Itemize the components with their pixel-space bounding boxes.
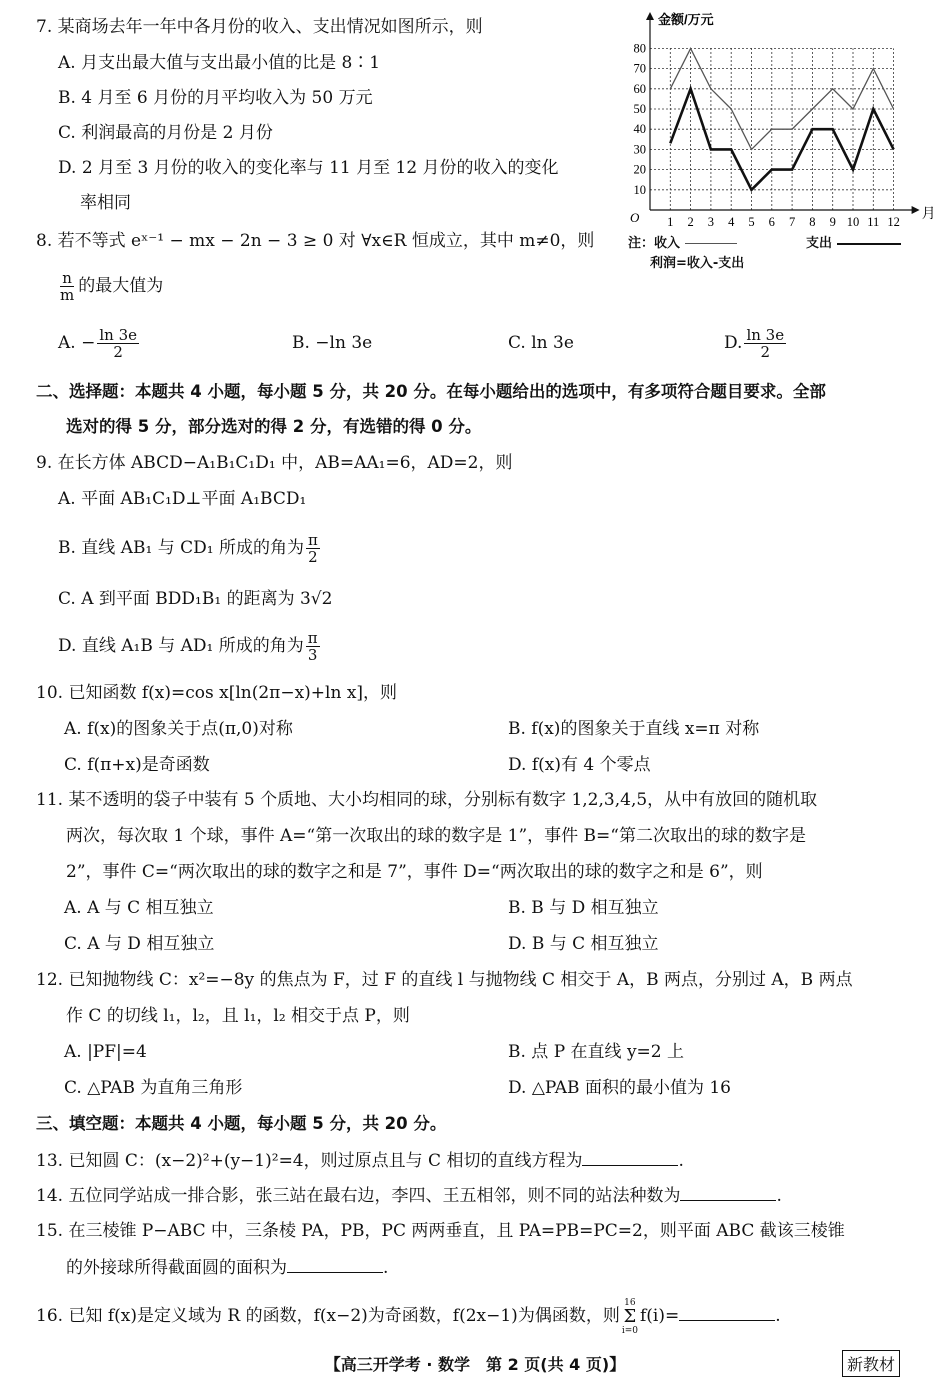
- q10-option-c: C. f(π+x)是奇函数: [64, 755, 210, 775]
- q11-stem-1: 11. 某不透明的袋子中装有 5 个质地、大小均相同的球，分别标有数字 1,2,3,4,5，从中有放回的随机取: [36, 790, 818, 810]
- q8-fraction: [58, 270, 76, 303]
- q11-stem-2: 两次，每次取 1 个球，事件 A=“第一次取出的球的数字是 1”，事件 B=“第二次取出的球的数字是: [66, 826, 806, 846]
- q11-stem-3: 2”，事件 C=“两次取出的球的数字之和是 7”，事件 D=“两次取出的球的数字之和是 6”，则: [66, 862, 763, 882]
- legend-expense-label: 支出: [806, 236, 833, 251]
- q8-frac-num: n: [62, 269, 72, 287]
- q8-a-den: 2: [113, 343, 123, 361]
- q8-d-den: 2: [760, 343, 771, 361]
- income-line: [670, 48, 893, 149]
- q10-option-b: B. f(x)的图象关于直线 x=π 对称: [508, 719, 760, 739]
- x-tick-label: 3: [707, 215, 715, 229]
- q13-text: 13. 已知圆 C：(x−2)²+(y−1)²=4，则过原点且与 C 相切的直线方程为: [36, 1151, 583, 1171]
- q16-sum-top: 16: [624, 1297, 636, 1308]
- q13: 13. 已知圆 C：(x−2)²+(y−1)²=4，则过原点且与 C 相切的直线方程为 .: [36, 1151, 684, 1171]
- q11-option-d: D. B 与 C 相互独立: [508, 934, 659, 954]
- x-tick-label: 7: [788, 215, 796, 229]
- q8-d-prefix: D.: [724, 333, 743, 353]
- y-tick-label: 80: [633, 41, 646, 56]
- y-tick-label: 30: [633, 142, 646, 157]
- q12-stem-1: 12. 已知抛物线 C：x²=−8y 的焦点为 F，过 F 的直线 l 与抛物线 C 相交于 A，B 两点，分别过 A，B 两点: [36, 970, 853, 990]
- page-footer: 【高三开学考 · 数学 第 2 页(共 4 页)】: [324, 1355, 626, 1374]
- q16-summation: [622, 1298, 638, 1336]
- q8-option-b: B. −ln 3e: [292, 333, 373, 353]
- q14-text: 14. 五位同学站成一排合影，张三站在最右边，李四、王五相邻，则不同的站法种数为: [36, 1186, 681, 1206]
- q11-option-a: A. A 与 C 相互独立: [64, 898, 214, 918]
- q7-option-b: B. 4 月至 6 月份的月平均收入为 50 万元: [58, 88, 373, 108]
- q8-tail: 的最大值为: [78, 276, 164, 296]
- origin-label: O: [630, 210, 640, 225]
- q12-option-b: B. 点 P 在直线 y=2 上: [508, 1042, 685, 1062]
- x-tick-label: 10: [846, 215, 860, 229]
- y-tick-label: 20: [633, 162, 646, 177]
- q9-d-den: 3: [307, 646, 318, 664]
- expense-line: [670, 89, 893, 190]
- q14: 14. 五位同学站成一排合影，张三站在最右边，李四、王五相邻，则不同的站法种数为 .: [36, 1186, 782, 1206]
- q9-b-fraction: [306, 532, 320, 565]
- q15-answer-blank[interactable]: [287, 1256, 383, 1273]
- y-tick-label: 70: [633, 61, 646, 76]
- q8-stem: 8. 若不等式 eˣ⁻¹ − mx − 2n − 3 ≥ 0 对 ∀x∈R 恒成立，其中 m≠0，则: [36, 231, 595, 251]
- q8-option-a: [58, 324, 141, 362]
- x-tick-label: 1: [667, 215, 674, 229]
- x-tick-label: 12: [887, 215, 900, 229]
- q12-option-d: D. △PAB 面积的最小值为 16: [508, 1078, 731, 1098]
- q15-stem-1: 15. 在三棱锥 P−ABC 中，三条棱 PA，PB，PC 两两垂直，且 PA=PB=PC=2，则平面 ABC 截该三棱锥: [36, 1221, 845, 1241]
- q16-text: 16. 已知 f(x)是定义域为 R 的函数，f(x−2)为奇函数，f(2x−1)为偶函数，则: [36, 1306, 620, 1326]
- q7-option-c: C. 利润最高的月份是 2 月份: [58, 123, 273, 143]
- section-3-heading: 三、填空题：本题共 4 小题，每小题 5 分，共 20 分。: [36, 1114, 447, 1133]
- y-tick-label: 40: [633, 122, 646, 137]
- q9-b-text: B. 直线 AB₁ 与 CD₁ 所成的角为: [58, 538, 304, 558]
- q11-option-c: C. A 与 D 相互独立: [64, 934, 215, 954]
- q7-option-a: A. 月支出最大值与支出最小值的比是 8∶1: [58, 53, 381, 73]
- x-tick-label: 5: [748, 215, 755, 229]
- q8-option-d: [724, 324, 788, 362]
- q13-answer-blank[interactable]: [582, 1149, 678, 1166]
- q12-option-a: A. |PF|=4: [64, 1042, 147, 1062]
- q10-option-a: A. f(x)的图象关于点(π,0)对称: [64, 719, 293, 739]
- q9-d-fraction: [306, 630, 320, 663]
- q7-stem: 7. 某商场去年一年中各月份的收入、支出情况如图所示，则: [36, 17, 483, 37]
- q10-stem: 10. 已知函数 f(x)=cos x[ln(2π−x)+ln x]，则: [36, 683, 398, 703]
- y-tick-label: 50: [633, 102, 646, 116]
- q9-d-text: D. 直线 A₁B 与 AD₁ 所成的角为: [58, 636, 304, 656]
- x-axis-label: 月: [921, 207, 936, 222]
- x-tick-label: 4: [728, 215, 735, 229]
- q9-option-c: C. A 到平面 BDD₁B₁ 的距离为 3√2: [58, 589, 333, 609]
- q8-a-prefix: A. −: [58, 333, 96, 353]
- q16: 16. 已知 f(x)是定义域为 R 的函数，f(x−2)为奇函数，f(2x−1)为偶函数，则 16 Σ i=0 f(i)= .: [36, 1297, 781, 1336]
- q9-option-d: [58, 628, 322, 664]
- q9-stem: 9. 在长方体 ABCD−A₁B₁C₁D₁ 中，AB=AA₁=6，AD=2，则: [36, 453, 513, 473]
- q11-option-b: B. B 与 D 相互独立: [508, 898, 659, 918]
- q8-a-num: ln 3e: [99, 326, 137, 344]
- sigma-symbol: Σ: [623, 1305, 637, 1327]
- legend-expense: [806, 232, 901, 251]
- q14-answer-blank[interactable]: [680, 1184, 776, 1201]
- edition-tag: 新教材: [842, 1350, 900, 1377]
- section-2-heading: 二、选择题：本题共 4 小题，每小题 5 分，共 20 分。在每小题给出的选项中，有多项符合题目要求。全部: [36, 382, 826, 401]
- q12-option-c: C. △PAB 为直角三角形: [64, 1078, 243, 1098]
- x-tick-label: 2: [687, 215, 694, 229]
- q8-d-fraction: [744, 327, 786, 360]
- section-2-heading-cont: 选对的得 5 分，部分选对的得 2 分，有选错的得 0 分。: [66, 417, 482, 436]
- q10-option-d: D. f(x)有 4 个零点: [508, 755, 651, 775]
- q7-option-d: D. 2 月至 3 月份的收入的变化率与 11 月至 12 月份的收入的变化: [58, 158, 559, 178]
- q12-stem-2: 作 C 的切线 l₁，l₂，且 l₁，l₂ 相交于点 P，则: [66, 1006, 410, 1026]
- y-axis-arrow: [646, 12, 654, 20]
- y-tick-label: 60: [633, 81, 646, 96]
- q8-a-fraction: [97, 327, 139, 360]
- q16-tail: f(i)=: [639, 1306, 680, 1326]
- legend-income: [628, 232, 737, 251]
- q16-answer-blank[interactable]: [679, 1304, 775, 1321]
- legend-profit: 利润=收入-支出: [650, 256, 745, 271]
- q8-frac-den: m: [60, 286, 75, 304]
- x-tick-label: 11: [867, 215, 880, 229]
- q9-d-num: π: [307, 629, 318, 647]
- q8-option-c: C. ln 3e: [508, 333, 574, 353]
- q9-b-den: 2: [308, 548, 318, 566]
- legend-income-line: [685, 243, 737, 244]
- x-tick-label: 9: [829, 215, 836, 229]
- legend-income-label: 注：收入: [628, 236, 681, 251]
- q7-option-d-cont: 率相同: [80, 193, 131, 213]
- q9-option-a: A. 平面 AB₁C₁D⊥平面 A₁BCD₁: [58, 489, 307, 509]
- y-axis-label: 金额/万元: [658, 12, 714, 27]
- legend-expense-line: [837, 243, 901, 245]
- q15-text: 的外接球所得截面圆的面积为: [66, 1258, 287, 1278]
- x-tick-label: 6: [768, 215, 775, 229]
- income-expense-chart: [608, 8, 936, 230]
- x-tick-label: 8: [809, 215, 816, 229]
- q8-stem-cont: [56, 268, 163, 304]
- q15-stem-2: 的外接球所得截面圆的面积为 .: [66, 1258, 389, 1278]
- x-axis-arrow: [912, 206, 920, 214]
- q9-option-b: [58, 530, 322, 566]
- q9-b-num: π: [307, 531, 318, 549]
- y-tick-label: 10: [633, 182, 646, 197]
- q8-d-num: ln 3e: [746, 326, 785, 344]
- q16-sum-bottom: i=0: [621, 1325, 638, 1336]
